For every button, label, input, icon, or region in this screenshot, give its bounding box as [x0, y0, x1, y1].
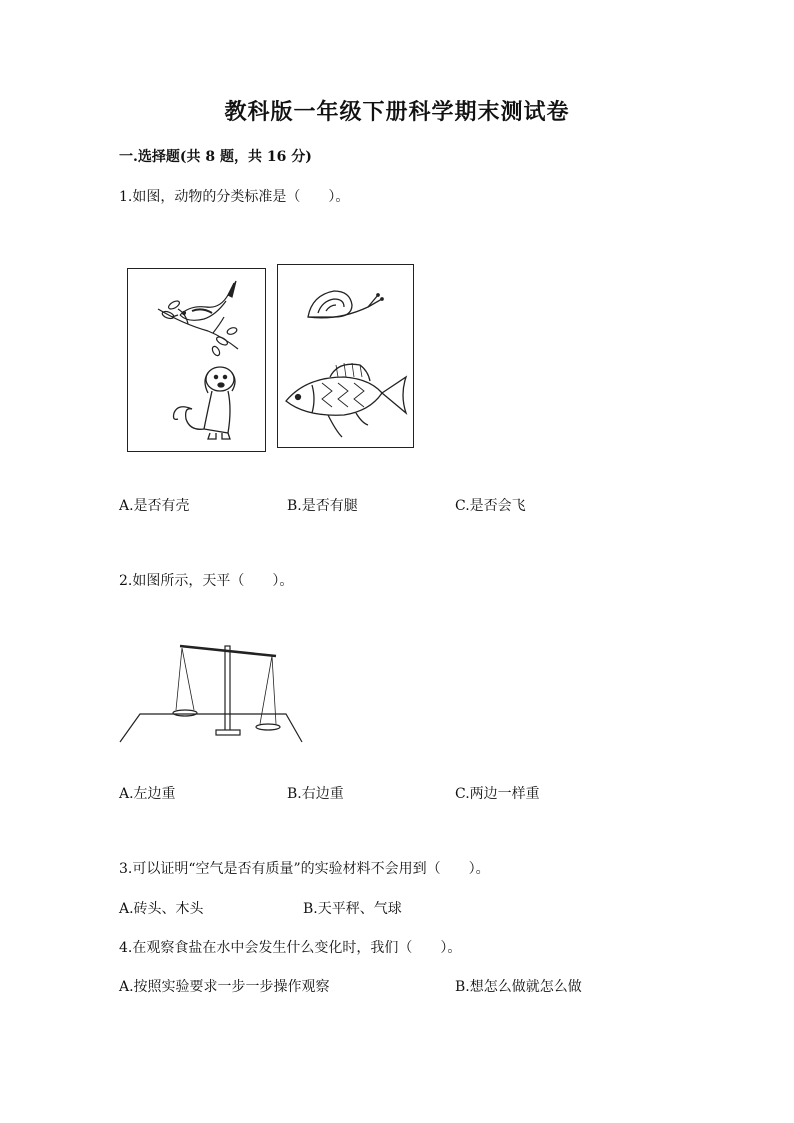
section-heading: 一.选择题(共 8 题，共 16 分) [119, 149, 312, 165]
dog-icon [174, 367, 236, 439]
q2-option-a[interactable]: A.左边重 [119, 786, 176, 802]
question-4-stem: 4.在观察食盐在水中会发生什么变化时，我们（ ）。 [119, 940, 462, 956]
q2-option-c[interactable]: C.两边一样重 [455, 786, 540, 802]
q4-option-a[interactable]: A.按照实验要求一步一步操作观察 [119, 979, 330, 995]
balance-scale-icon [118, 640, 304, 746]
q3-option-b[interactable]: B.天平秤、气球 [303, 901, 402, 917]
snail-fish-illustration [278, 265, 413, 447]
question-1-stem: 1.如图，动物的分类标准是（ ）。 [119, 189, 350, 205]
q2-option-b[interactable]: B.右边重 [287, 786, 344, 802]
bird-on-branch-icon [158, 281, 238, 357]
q3-option-a[interactable]: A.砖头、木头 [119, 901, 204, 917]
q1-option-c[interactable]: C.是否会飞 [455, 498, 526, 514]
question-3-stem: 3.可以证明“空气是否有质量”的实验材料不会用到（ ）。 [119, 861, 490, 877]
fish-icon [286, 363, 406, 437]
q1-option-b[interactable]: B.是否有腿 [287, 498, 358, 514]
q4-option-b[interactable]: B.想怎么做就怎么做 [455, 979, 582, 995]
animal-group-right [277, 264, 414, 448]
question-2-stem: 2.如图所示，天平（ ）。 [119, 573, 294, 589]
snail-icon [308, 291, 383, 318]
animal-group-left [127, 268, 266, 452]
page-title: 教科版一年级下册科学期末测试卷 [224, 99, 570, 125]
bird-dog-illustration [128, 269, 265, 451]
q1-option-a[interactable]: A.是否有壳 [119, 498, 190, 514]
